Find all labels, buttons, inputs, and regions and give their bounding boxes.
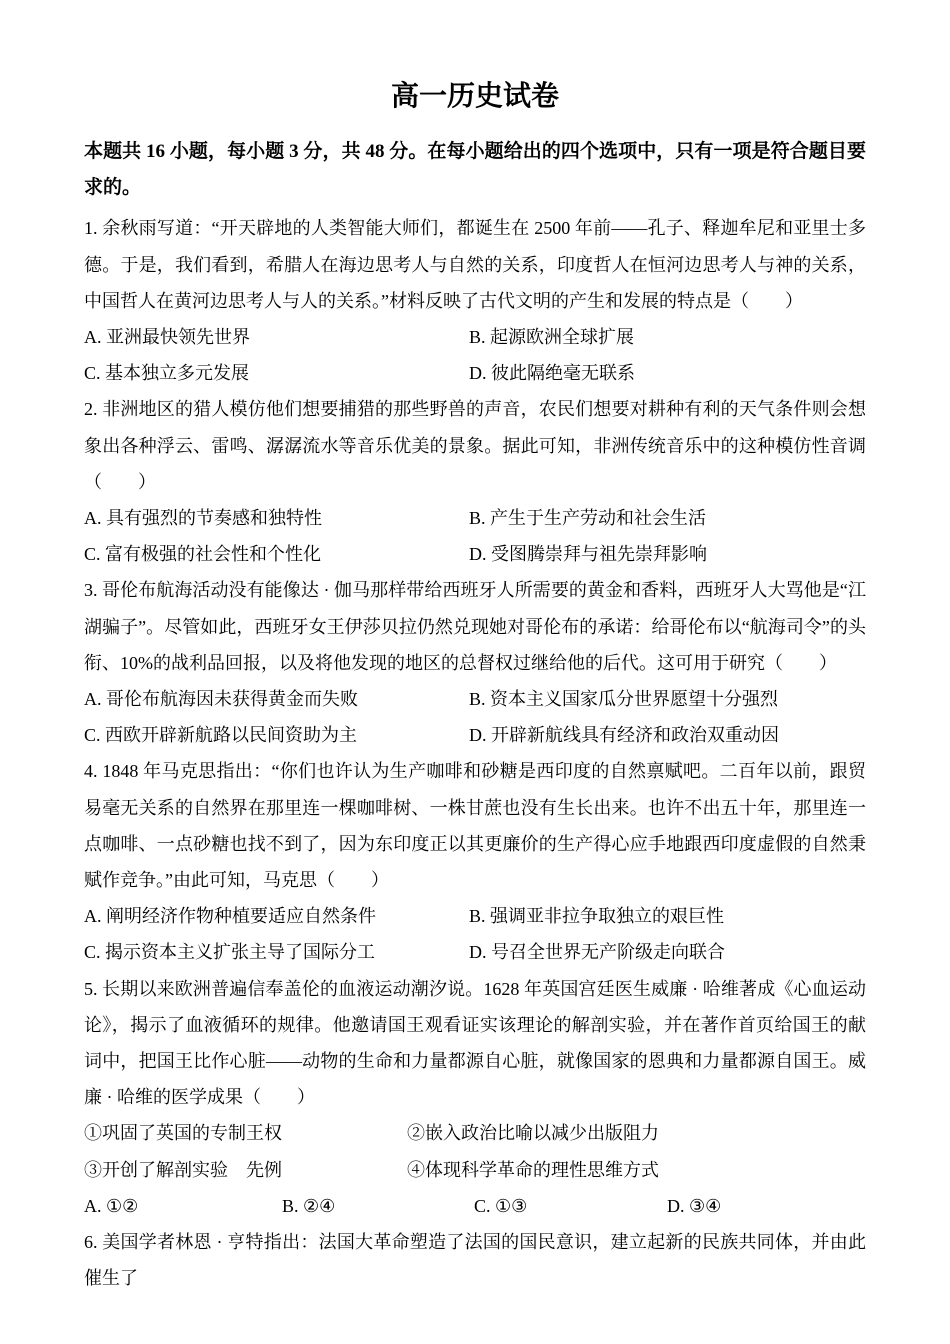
question-5-statement-3: ③开创了解剖实验 先例: [84, 1159, 282, 1180]
question-2: [84, 391, 866, 572]
question-4-option-c: C. 揭示资本主义扩张主导了国际分工: [84, 942, 376, 963]
question-3-option-b: B. 资本主义国家瓜分世界愿望十分强烈: [469, 689, 779, 710]
question-3-option-c: C. 西欧开辟新航路以民间资助为主: [84, 725, 358, 746]
page-title: 高一历史试卷: [390, 81, 559, 112]
question-5-stem: 5. 长期以来欧洲普遍信奉盖伦的血液运动潮汐说。1628 年英国宫廷医生威廉 · 哈维著成《心血运动论》，揭示了血液循环的规律。他邀请国王观看证实该理论的解剖实验，并在著作首页给国王的献词中，把国王比作心脏——动物的生命和力量都源自心脏，就像国家的恩典和力量都源自国王。威廉 · 哈维的医学成果（ ）: [84, 978, 866, 1108]
question-3: [84, 572, 866, 753]
question-5-option-b: B. ②④: [282, 1195, 336, 1216]
question-4: [84, 753, 866, 970]
question-5-statement-2: ②嵌入政治比喻以减少出版阻力: [407, 1123, 659, 1144]
question-5-options: [84, 1188, 866, 1224]
question-4-stem: 4. 1848 年马克思指出：“你们也许认为生产咖啡和砂糖是西印度的自然禀赋吧。二百年以前，跟贸易毫无关系的自然界在那里连一棵咖啡树、一株甘蔗也没有生长出来。也许不出五十年，那里连一点咖啡、一点砂糖也找不到了，因为东印度正以其更廉价的生产得心应手地跟西印度虚假的自然秉赋作竞争。”由此可知，马克思（ ）: [84, 761, 866, 891]
question-4-option-a: A. 阐明经济作物种植要适应自然条件: [84, 906, 376, 927]
question-4-option-d: D. 号召全世界无产阶级走向联合: [469, 942, 725, 963]
question-1-option-b: B. 起源欧洲全球扩展: [469, 327, 635, 348]
question-5-statement-4: ④体现科学革命的理性思维方式: [407, 1159, 659, 1180]
question-5-option-d: D. ③④: [667, 1195, 722, 1216]
question-2-options: [84, 500, 866, 572]
question-6: [84, 1224, 866, 1296]
question-2-option-b: B. 产生于生产劳动和社会生活: [469, 508, 707, 529]
question-2-stem: 2. 非洲地区的猎人模仿他们想要捕猎的那些野兽的声音，农民们想要对耕种有利的天气条件则会想象出各种浮云、雷鸣、潺潺流水等音乐优美的景象。据此可知，非洲传统音乐中的这种模仿性音调（ ）: [84, 399, 866, 492]
question-4-option-b: B. 强调亚非拉争取独立的艰巨性: [469, 906, 725, 927]
question-2-option-a: A. 具有强烈的节奏感和独特性: [84, 508, 322, 529]
question-2-option-d: D. 受图腾崇拜与祖先崇拜影响: [469, 544, 707, 565]
question-2-option-c: C. 富有极强的社会性和个性化: [84, 544, 322, 565]
exam-instructions: 本题共 16 小题，每小题 3 分，共 48 分。在每小题给出的四个选项中，只有一项是符合题目要求的。: [84, 141, 866, 199]
question-5-option-c: C. ①③: [474, 1195, 528, 1216]
question-5-option-a: A. ①②: [84, 1195, 139, 1216]
question-1-option-a: A. 亚洲最快领先世界: [84, 327, 250, 348]
question-3-options: [84, 681, 866, 753]
question-6-stem: 6. 美国学者林恩 · 亨特指出：法国大革命塑造了法国的国民意识，建立起新的民族共同体，并由此催生了: [84, 1232, 866, 1289]
question-1-option-d: D. 彼此隔绝毫无联系: [469, 363, 635, 384]
question-3-option-d: D. 开辟新航线具有经济和政治双重动因: [469, 725, 779, 746]
question-5-statement-1: ①巩固了英国的专制王权: [84, 1123, 282, 1144]
question-3-stem: 3. 哥伦布航海活动没有能像达 · 伽马那样带给西班牙人所需要的黄金和香料，西班牙人大骂他是“江湖骗子”。尽管如此，西班牙女王伊莎贝拉仍然兑现她对哥伦布的承诺：给哥伦布以“航海司令”的头衔、10%的战利品回报，以及将他发现的地区的总督权过继给他的后代。这可用于研究（ ）: [84, 580, 866, 673]
question-5: [84, 971, 866, 1224]
question-4-options: [84, 898, 866, 970]
question-1-option-c: C. 基本独立多元发展: [84, 363, 250, 384]
question-3-option-a: A. 哥伦布航海因未获得黄金而失败: [84, 689, 358, 710]
question-1-options: [84, 319, 866, 391]
question-1-stem: 1. 余秋雨写道：“开天辟地的人类智能大师们，都诞生在 2500 年前——孔子、释迦牟尼和亚里士多德。于是，我们看到，希腊人在海边思考人与自然的关系，印度哲人在恒河边思考人与神的关系，中国哲人在黄河边思考人与人的关系。”材料反映了古代文明的产生和发展的特点是（ ）: [84, 218, 866, 311]
question-5-statements: [84, 1115, 866, 1187]
question-1: [84, 210, 866, 391]
